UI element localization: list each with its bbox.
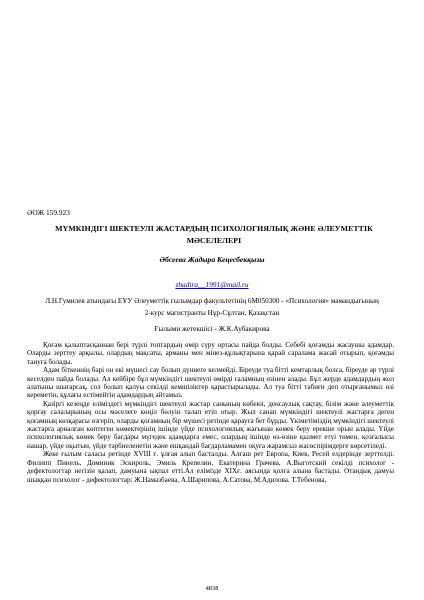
paper-title: МҮМКІНДІГІ ШЕКТЕУЛІ ЖАСТАРДЫҢ ПСИХОЛОГИЯЛЫҚ ЖӘНЕ ӘЛЕУМЕТТІК МӘСЕЛЕЛЕРІ: [55, 224, 373, 245]
author-email-link[interactable]: zhadira__1991@mail.ru: [175, 280, 249, 289]
paragraph: Адам біткеннің бәрі он екі мүшесі сау болып дүниеге келмейді. Біреуде туа бітті кемтарлық болса, біреуде әр түрлі кеселден пайда болады. Ал кейбіре бұл мүмкіндігі шектеулі өмірді ғаламның өзінен алады. Бұл жерде адамдардың жол алатыны шығарсақ, сол болып қалуы секілді кемшіліктер қарастырылады. Ал туа бітті табиғи деп отырғанымыз өзі кереметін, құлағы естімейтін адамдардың айтамыз.: [27, 366, 394, 400]
body-text: [27, 341, 394, 484]
supervisor: Ғылыми жетекшісі - Ж.К.Аубакирова: [154, 325, 270, 333]
paragraph: Қазіргі кезеңде еліміздегі мүмкіндігі шектеулі жастар санының көбеюі, денсаулық сақтау, білім және әлеуметтік қорғау салаларының осы мәселеге көңіл бөлуін талап етіп отыр. Жыл санап мүмкіндігі шектеулі жастарға деген қоғамның көзқарасы өзгеріп, оларды қоғамның бір мүшесі ретінде қарауға бет бұрды. Үкіметіміздің мүмкіндігі шектеулі жастарға арналған көптеген көмектерінің ішінде үйде психологиялық жағынан көмек беру ерекше орын алады. Үйде психологиялық көмек беру бағдары мүгедек адамдарға емес, олардың ішінде өз-өзіне қызмет етуі төмен, қозғалысы нашар, үйде оқытын, үйде тәрбиеленетін және ешқандай бағдарламамен оқуға жарамсыз жасөспірімдерге көрсетіледі.: [27, 399, 394, 450]
paragraph: Жеке ғылым саласы ретінде XVIII ғ. ұлғая алып басталды. Алғаш рет Европа, Киев, Ресей елдерінде зерттелді. Филипп Пинель, Доминик Эскироль, Эмиль Крепелин, Екатерина Грачева, А.Выготский секілді психолог - дефектологтар негізін қалап, дамуына ықпал етті.Ал елімізде XIXғ. аясында қолға алына бастады. Отандық дамуы шыққан психолог - дефектологтар: Ж.Намазбаева, А.Шарипова, А.Сатова, М.Адилова. Т.Тебенова,: [27, 450, 394, 484]
paragraph: Қоғам қалыптасқаннан бері түрлі топтардың өмір сүру ортасы пайда болды. Себебі қоғамды жасаушы адамдар. Оларды зерттеу арқылы, олардың мақсаты, арманы мен мінез-құлықтарына қарай саралама жасай отырып, қоғамды тануға болады.: [27, 341, 394, 366]
affiliation: Л.Н.Гумилев атындағы ЕҰУ Әлеуметтік ғылымдар факультетінің 6М050300 - «Психология» мамандығының 2-курс магистранты Нұр-Сұлтан, Қазақстан: [45, 297, 379, 317]
page-number: 4838: [205, 585, 219, 592]
author-name: Әбсеева Жадыра Кеңесбекқызы: [159, 255, 265, 264]
udc-code: ӘОЖ 159.923: [27, 208, 70, 217]
